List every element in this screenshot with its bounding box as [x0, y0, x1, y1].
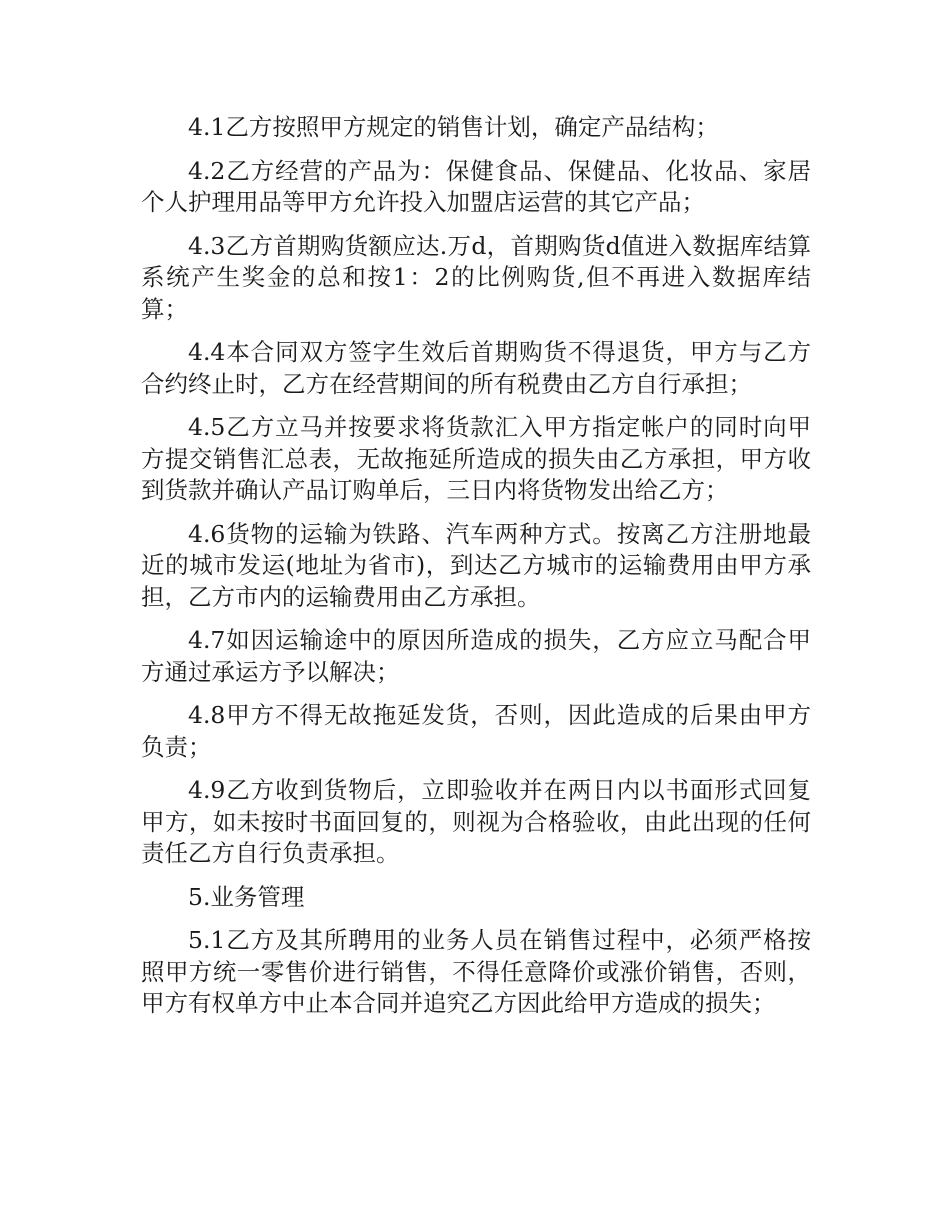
- clause-4-5: 4.5乙方立马并按要求将货款汇入甲方指定帐户的同时向甲方提交销售汇总表，无故拖延所造成的损失由乙方承担，甲方收到货款并确认产品订购单后，三日内将货物发出给乙方；: [141, 413, 811, 504]
- clause-4-7: 4.7如因运输途中的原因所造成的损失，乙方应立马配合甲方通过承运方予以解决；: [141, 626, 811, 686]
- clause-4-4: 4.4本合同双方签字生效后首期购货不得退货，甲方与乙方合约终止时，乙方在经营期间的所有税费由乙方自行承担；: [141, 338, 811, 398]
- document-body: [141, 112, 811, 1032]
- clause-4-1: 4.1乙方按照甲方规定的销售计划，确定产品结构；: [188, 113, 719, 141]
- clause-4-2: 4.2乙方经营的产品为：保健食品、保健品、化妆品、家居个人护理用品等甲方允许投入加盟店运营的其它产品；: [141, 156, 811, 216]
- clause-5-1: 5.1乙方及其所聘用的业务人员在销售过程中，必须严格按照甲方统一零售价进行销售，不得任意降价或涨价销售，否则，甲方有权单方中止本合同并追究乙方因此给甲方造成的损失；: [141, 926, 811, 1017]
- clause-4-9: 4.9乙方收到货物后，立即验收并在两日内以书面形式回复甲方，如未按时书面回复的，则视为合格验收，由此出现的任何责任乙方自行负责承担。: [141, 776, 811, 867]
- clause-4-8: 4.8甲方不得无故拖延发货，否则，因此造成的后果由甲方负责；: [141, 701, 811, 761]
- section-heading-5: 5.业务管理: [188, 882, 305, 911]
- clause-4-3: 4.3乙方首期购货额应达.万d，首期购货d值进入数据库结算系统产生奖金的总和按1：2的比例购货,但不再进入数据库结算；: [141, 231, 811, 323]
- clause-4-6: 4.6货物的运输为铁路、汽车两种方式。按离乙方注册地最近的城市发运(地址为省市)，到达乙方城市的运输费用由甲方承担，乙方市内的运输费用由乙方承担。: [141, 519, 811, 611]
